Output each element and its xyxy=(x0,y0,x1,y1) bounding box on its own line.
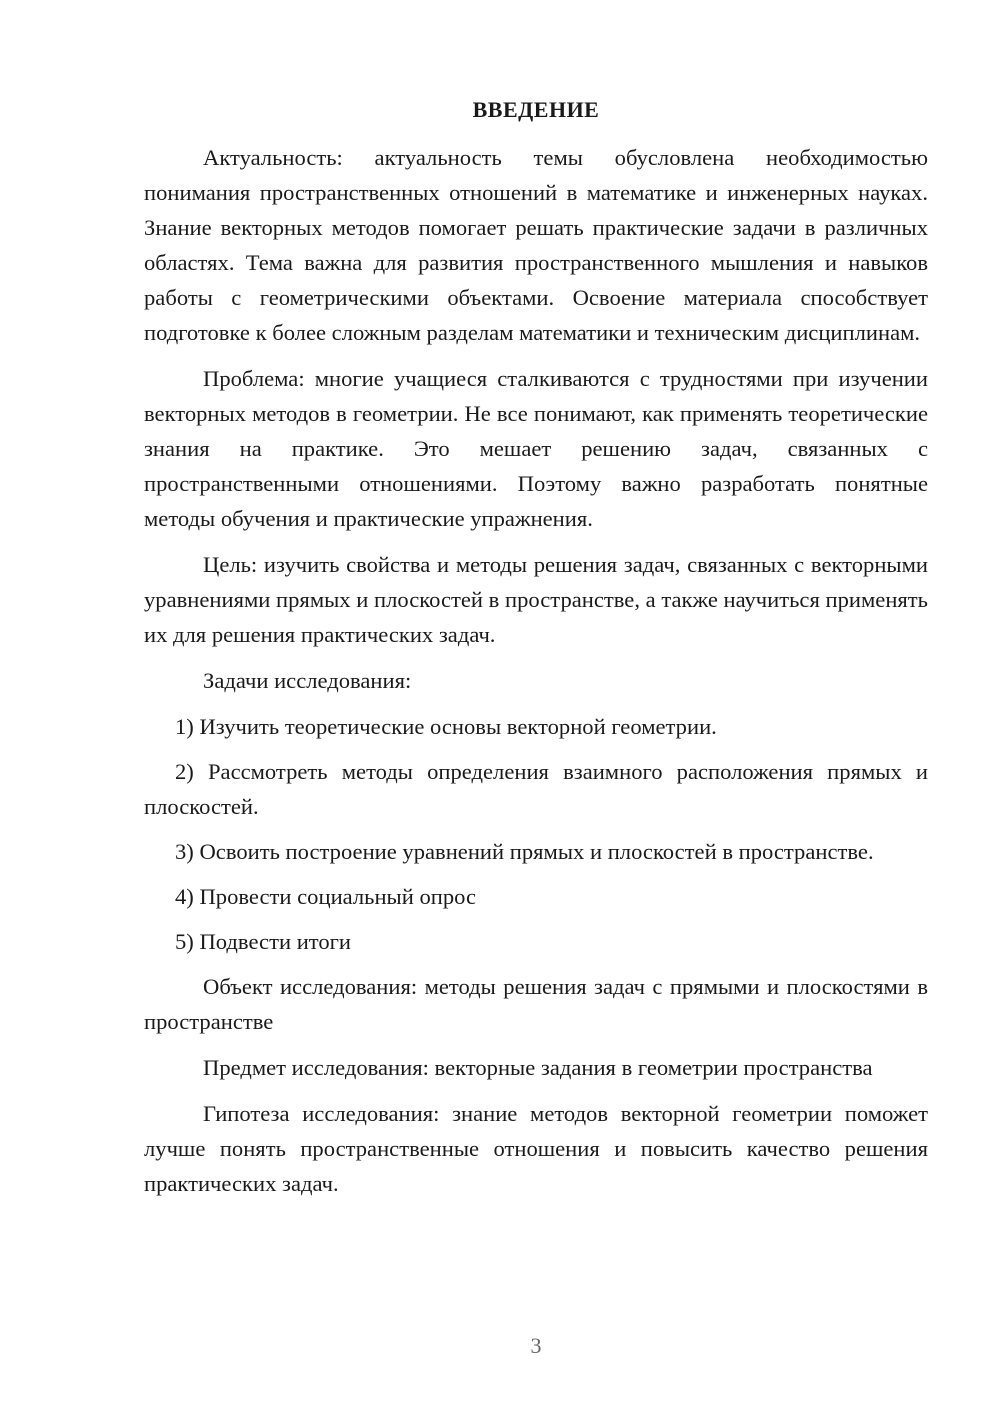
paragraph-subject: Предмет исследования: векторные задания в геометрии пространства xyxy=(203,1055,873,1080)
tasks-title: Задачи исследования: xyxy=(203,668,412,693)
task-item-2: 2) Рассмотреть методы определения взаимного расположения прямых и плоскостей. xyxy=(144,759,928,819)
paragraph-problem: Проблема: многие учащиеся сталкиваются с трудностями при изучении векторных методов в геометрии. Не все понимают, как применять теоретические знания на практике. Это мешает решению задач, связанных с пространственными отношениями. Поэтому важно разработать понятные методы обучения и практические упражнения. xyxy=(144,366,928,531)
task-item-5: 5) Подвести итоги xyxy=(175,929,352,954)
paragraph-object: Объект исследования: методы решения задач с прямыми и плоскостями в пространстве xyxy=(144,974,928,1034)
page-number: 3 xyxy=(530,1333,542,1358)
task-item-3: 3) Освоить построение уравнений прямых и плоскостей в пространстве. xyxy=(175,839,874,864)
document-page xyxy=(144,90,928,1212)
paragraph-hypothesis: Гипотеза исследования: знание методов векторной геометрии поможет лучше понять пространственные отношения и повысить качество решения практических задач. xyxy=(144,1101,928,1196)
paragraph-relevance: Актуальность: актуальность темы обусловлена необходимостью понимания пространственных отношений в математике и инженерных науках. Знание векторных методов помогает решать практические задачи в различных областях. Тема важна для развития пространственного мышления и навыков работы с геометрическими объектами. Освоение материала способствует подготовке к более сложным разделам математики и техническим дисциплинам. xyxy=(144,145,928,345)
task-item-1: 1) Изучить теоретические основы векторной геометрии. xyxy=(175,714,717,739)
section-heading: ВВЕДЕНИЕ xyxy=(472,97,600,122)
paragraph-goal: Цель: изучить свойства и методы решения задач, связанных с векторными уравнениями прямых и плоскостей в пространстве, а также научиться применять их для решения практических задач. xyxy=(144,552,928,647)
task-item-4: 4) Провести социальный опрос xyxy=(175,884,477,909)
